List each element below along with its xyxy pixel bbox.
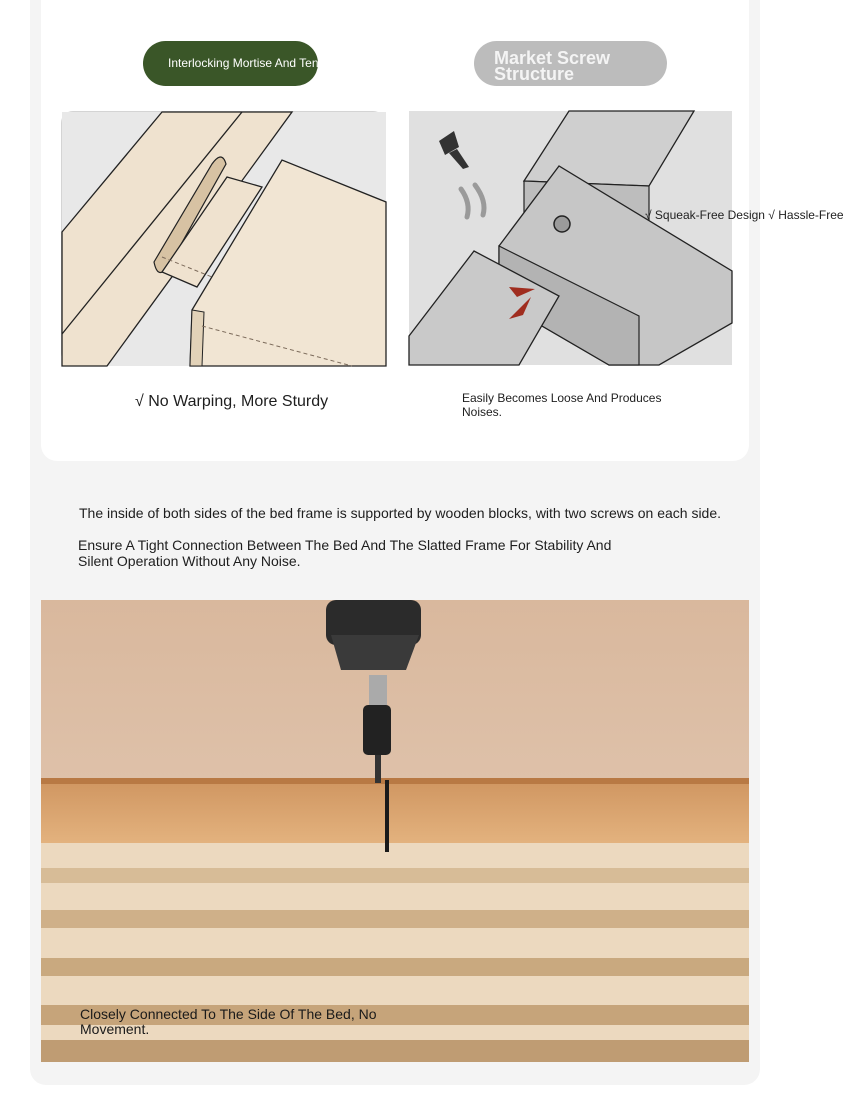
feature-note: √ Squeak-Free Design √ Hassle-Free: [645, 208, 844, 222]
drill-photo: [41, 600, 749, 1062]
mortise-tenon-illustration: [61, 111, 385, 365]
mortise-tenon-tag: Interlocking Mortise And Tenon: [143, 41, 318, 86]
mortise-tenon-drawing: [62, 112, 386, 366]
screw-structure-tag-text: Market Screw Structure: [494, 48, 611, 84]
screw-structure-drawing: [409, 111, 732, 365]
photo-caption: Closely Connected To The Side Of The Bed, No Movement.: [80, 1006, 377, 1037]
support-description: The inside of both sides of the bed frame is supported by wooden blocks, with two screws on each side.: [79, 505, 722, 521]
screw-structure-illustration: [409, 111, 732, 365]
right-caption: Easily Becomes Loose And Produces Noises.: [462, 391, 662, 419]
drill-scene: [41, 600, 749, 1062]
left-caption: √ No Warping, More Sturdy: [135, 393, 329, 410]
screw-structure-tag: [474, 41, 667, 86]
connection-description: Ensure A Tight Connection Between The Bed And The Slatted Frame For Stability And Silent Operation Without Any Noise.: [78, 537, 612, 569]
